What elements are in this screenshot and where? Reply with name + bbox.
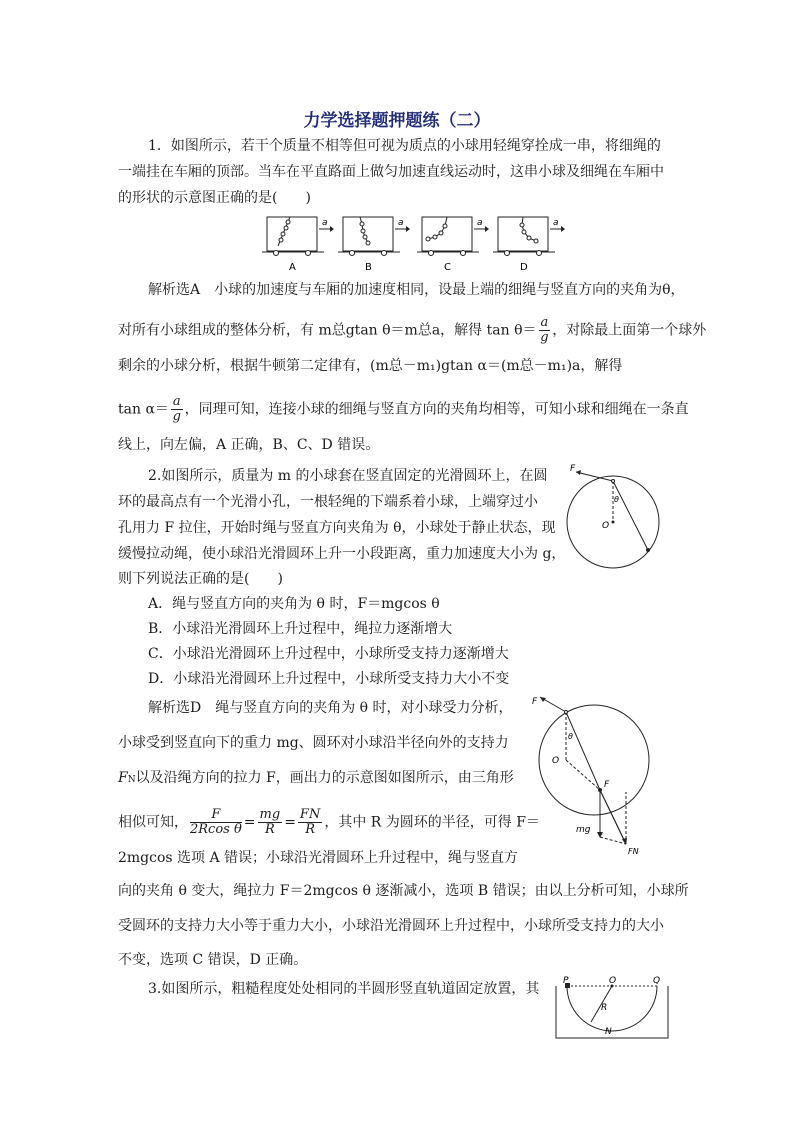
q2-figure-2 <box>522 692 670 864</box>
q1-diagram-c <box>417 217 489 256</box>
q2-analysis-8: 不变，选项 C 错误，D 正确。 <box>118 952 308 968</box>
svg-text:FN: FN <box>628 847 639 856</box>
q2-option-a: A．绳与竖直方向的夹角为 θ 时，F＝mgcos θ <box>148 596 440 612</box>
q2-line-4: 缓慢拉动绳，使小球沿光滑圆环上升一小段距离，重力加速度大小为 g， <box>118 546 566 562</box>
page-title: 力学选择题押题练（二） <box>303 111 491 131</box>
q3-line-1: 3.如图所示，粗糙程度处处相同的半圆形竖直轨道固定放置，其 <box>148 981 540 997</box>
svg-text:mg: mg <box>576 825 591 835</box>
svg-text:a: a <box>398 218 404 228</box>
svg-text:θ: θ <box>568 732 573 741</box>
q1-label-b: B <box>365 262 372 273</box>
q2-option-b: B．小球沿光滑圆环上升过程中，绳拉力逐渐增大 <box>148 621 453 637</box>
svg-text:N: N <box>605 1027 612 1037</box>
q1-diagram-a <box>262 217 334 256</box>
q1-line-3: 的形状的示意图正确的是( ) <box>118 190 311 206</box>
svg-text:O: O <box>552 756 560 766</box>
svg-text:a: a <box>477 218 483 228</box>
q1-analysis-3: 剩余的小球分析，根据牛顿第二定律有，(m总－m₁)gtan α＝(m总－m₁)a，解得 <box>118 358 623 374</box>
svg-text:a: a <box>553 218 559 228</box>
q2-option-c: C．小球沿光滑圆环上升过程中，小球所受支持力逐渐增大 <box>148 646 509 662</box>
svg-text:a: a <box>322 218 328 228</box>
svg-text:θ: θ <box>614 495 619 504</box>
q1-diagram-b <box>338 217 410 256</box>
q2-analysis-4: 相似可知， $\frac{F}{\text{2Rcos θ}}$ = $\frac{mg}{R}$ = $\frac{FN}{R}$ ，其中 R 为圆环的半径，可得 F＝ <box>118 807 540 837</box>
q1-diagrams <box>262 212 559 274</box>
svg-text:F: F <box>604 780 610 790</box>
q1-label-c: C <box>444 262 451 273</box>
svg-text:Q: Q <box>653 976 661 986</box>
svg-text:F: F <box>570 464 576 474</box>
q2-line-1: 2.如图所示，质量为 m 的小球套在竖直固定的光滑圆环上，在圆 <box>148 468 548 484</box>
q2-option-d: D．小球沿光滑圆环上升过程中，小球所受支持力大小不变 <box>148 671 510 687</box>
q2-analysis-6: 向的夹角 θ 变大，绳拉力 F＝2mgcos θ 逐渐减小，选项 B 错误；由以上分析可知，小球所 <box>118 883 689 899</box>
q1-analysis-2: 对所有小球组成的整体分析，有 m总gtan θ＝m总a，解得 tan θ＝ $\frac{a}{g}$ ，对除最上面第一个球外 <box>118 315 707 345</box>
q1-line-2: 一端挂在车厢的顶部。当车在平直路面上做匀加速直线运动时，这串小球及细绳在车厢中 <box>118 164 664 180</box>
svg-text:P: P <box>563 976 569 986</box>
q1-label-d: D <box>520 262 528 273</box>
q2-analysis-2: 小球受到竖直向下的重力 mg、圆环对小球沿半径向外的支持力 <box>118 735 509 751</box>
q2-analysis-7: 受圆环的支持力大小等于重力大小，小球沿光滑圆环上升过程中，小球所受支持力的大小 <box>118 918 664 934</box>
q2-line-3: 孔用力 F 拉住，开始时绳与竖直方向夹角为 θ，小球处于静止状态，现 <box>118 520 556 536</box>
q1-line-1: 1．如图所示，若干个质量不相等但可视为质点的小球用轻绳穿拴成一串，将细绳的 <box>148 138 661 154</box>
q1-analysis-5: 线上，向左偏，A 正确，B、C、D 错误。 <box>118 437 380 453</box>
svg-text:R: R <box>601 1003 608 1013</box>
svg-text:O: O <box>602 521 610 531</box>
q1-analysis-4: tan α＝ $\frac{a}{g}$ ，同理可知，连接小球的细绳与竖直方向的夹角均相等，可知小球和细绳在一条直 <box>118 394 689 424</box>
q2-line-2: 环的最高点有一个光滑小孔，一根轻绳的下端系着小球，上端穿过小 <box>118 494 538 510</box>
q1-analysis-1: 解析选A 小球的加速度与车厢的加速度相同，设最上端的细绳与竖直方向的夹角为θ， <box>148 282 685 298</box>
q2-analysis-1: 解析选D 绳与竖直方向的夹角为 θ 时，对小球受力分析， <box>148 700 513 716</box>
svg-text:O: O <box>609 976 617 986</box>
q2-analysis-3: FN以及沿绳方向的拉力 F，画出力的示意图如图所示，由三角形 <box>118 770 514 786</box>
q2-figure-1 <box>562 462 662 572</box>
q2-analysis-5: 2mgcos 选项 A 错误；小球沿光滑圆环上升过程中，绳与竖直方 <box>118 850 519 866</box>
q1-label-a: A <box>289 262 296 273</box>
q1-diagram-d <box>493 217 565 256</box>
q3-figure <box>553 976 671 1042</box>
svg-text:F: F <box>532 697 538 707</box>
q2-line-5: 则下列说法正确的是( ) <box>118 571 283 587</box>
